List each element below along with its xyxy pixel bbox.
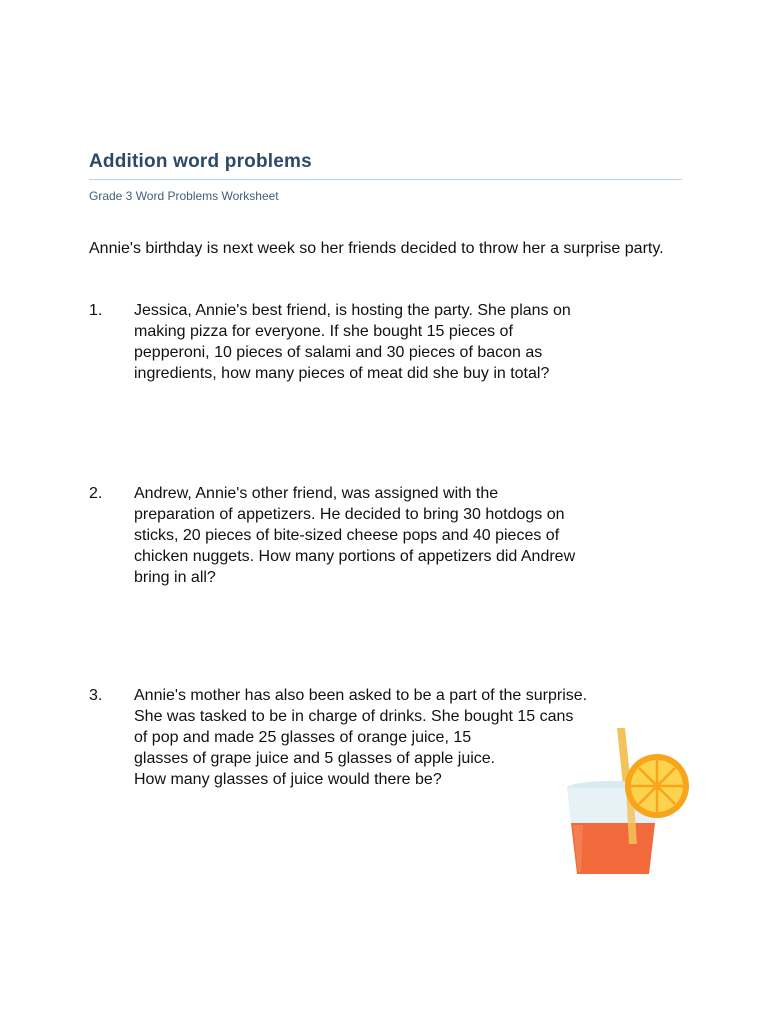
problem-line: Annie's mother has also been asked to be a part of the surprise. [134,687,588,704]
problem-line: bring in all? [134,569,216,586]
problem-line: How many glasses of juice would there be? [134,771,442,788]
problem-number: 3. [89,687,103,704]
problem-line: glasses of grape juice and 5 glasses of apple juice. [134,750,496,767]
juice [571,823,655,874]
problem-line: sticks, 20 pieces of bite-sized cheese pops and 40 pieces of [134,527,560,544]
orange-juice-glass-icon [555,728,695,878]
orange-slice [625,754,689,818]
problem-line: preparation of appetizers. He decided to bring 30 hotdogs on [134,506,565,523]
problem-line: ingredients, how many pieces of meat did she buy in total? [134,365,550,382]
problem-line: making pizza for everyone. If she bought 15 pieces of [134,323,513,340]
problem-line: Andrew, Annie's other friend, was assigned with the [134,485,499,502]
problem-text [134,300,664,384]
problem-line: pepperoni, 10 pieces of salami and 30 pieces of bacon as [134,344,543,361]
intro-paragraph: Annie's birthday is next week so her friends decided to throw her a surprise party. [89,240,664,257]
problem-text [134,483,664,588]
problem-line: Jessica, Annie's best friend, is hosting the party. She plans on [134,302,571,319]
problem-line: chicken nuggets. How many portions of appetizers did Andrew [134,548,576,565]
worksheet-subtitle: Grade 3 Word Problems Worksheet [89,189,279,203]
problem-number: 2. [89,485,103,502]
page-title: Addition word problems [89,151,312,172]
problem-number: 1. [89,302,103,319]
problem-line: She was tasked to be in charge of drinks. She bought 15 cans [134,708,574,725]
title-divider [89,179,682,180]
problem-line: of pop and made 25 glasses of orange juice, 15 [134,729,472,746]
